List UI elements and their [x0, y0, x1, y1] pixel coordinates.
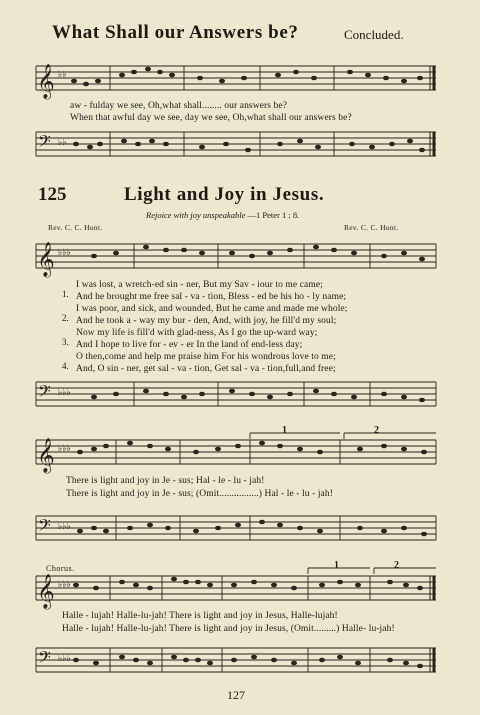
first-ending-mark: 1: [282, 425, 287, 436]
music-credit: Rev. C. C. Hunt.: [344, 223, 399, 232]
music-staff: [0, 374, 480, 434]
svg-text:♭♭♭: ♭♭♭: [58, 653, 71, 663]
svg-text:♭♭♭: ♭♭♭: [58, 521, 71, 531]
page-number: 127: [227, 688, 245, 702]
verse-number: 2.: [62, 313, 69, 323]
concluded-label: Concluded.: [344, 27, 404, 42]
verse-line: I was poor, and sick, and wounded, But he came and made me whole;: [76, 304, 348, 314]
lyric-line: When that awful day we see, day we see, Oh,what shall our answers be?: [70, 113, 352, 123]
svg-text:♭♭♭: ♭♭♭: [58, 443, 71, 453]
verse-line: Now my life is fill'd with glad-ness, As I go the up-ward way;: [76, 328, 318, 338]
refrain-line: There is light and joy in Je - sus; Hal - le - lu - jah!: [66, 476, 265, 486]
hymn-title: Light and Joy in Jesus.: [124, 184, 325, 205]
svg-text:𝄞: 𝄞: [37, 243, 55, 276]
chorus-line: Halle - lujah! Halle-lu-jah! There is light and joy in Jesus, (Omit.........) Halle- lu-jah!: [62, 624, 395, 634]
svg-text:𝄢: 𝄢: [38, 383, 51, 405]
verse-line: And he brought me free sal - va - tion, Bless - ed be his ho - ly name;: [76, 292, 347, 302]
svg-text:𝄢: 𝄢: [38, 649, 51, 671]
first-ending-mark: 1: [334, 560, 339, 571]
music-staff: [0, 124, 480, 184]
epigraph-text: Rejoice with joy unspeakable: [146, 210, 246, 220]
svg-text:𝄞: 𝄞: [37, 575, 55, 608]
svg-text:♭♭♭: ♭♭♭: [58, 247, 71, 257]
words-credit: Rev. C. C. Hunt.: [48, 223, 103, 232]
verse-line: And I hope to live for - ev - er In the land of end-less day;: [76, 340, 303, 350]
verse-line: O then,come and help me praise him For his wondrous love to me;: [76, 352, 336, 362]
verse-line: I was lost, a wretch-ed sin - ner, But my Sav - iour to me came;: [76, 280, 323, 290]
second-ending-mark: 2: [374, 425, 379, 436]
lyric-line: aw - fulday we see, Oh,what shall........ our answers be?: [70, 101, 288, 111]
svg-text:♭♭: ♭♭: [58, 69, 67, 79]
verse-number: 3.: [62, 337, 69, 347]
svg-text:♭♭♭: ♭♭♭: [58, 387, 71, 397]
svg-text:𝄢: 𝄢: [38, 517, 51, 539]
scripture-reference: —1 Peter 1 : 8.: [247, 210, 300, 220]
svg-text:♭♭: ♭♭: [58, 137, 67, 147]
chorus-label: Chorus.: [46, 564, 75, 573]
second-ending-mark: 2: [394, 560, 399, 571]
svg-text:♭♭♭: ♭♭♭: [58, 579, 71, 589]
verse-number: 1.: [62, 289, 69, 299]
verse-line: And he took a - way my bur - den, And, with joy, he fill'd my soul;: [76, 316, 337, 326]
previous-hymn-title: What Shall our Answers be?: [52, 22, 299, 43]
verse-number: 4.: [62, 361, 69, 371]
verse-line: And, O sin - ner, get sal - va - tion, Get sal - va - tion,full,and free;: [76, 364, 336, 374]
svg-text:𝄢: 𝄢: [38, 133, 51, 155]
chorus-line: Halle - lujah! Halle-lu-jah! There is light and joy in Jesus, Halle-lujah!: [62, 611, 338, 621]
music-staff: [0, 506, 480, 566]
refrain-line: There is light and joy in Je - sus; (Omit................) Hal - le - lu - jah!: [66, 489, 333, 499]
svg-text:𝄞: 𝄞: [37, 439, 55, 472]
svg-text:𝄞: 𝄞: [37, 65, 55, 98]
hymn-number: 125: [38, 184, 67, 205]
scripture-epigraph: [146, 210, 299, 220]
